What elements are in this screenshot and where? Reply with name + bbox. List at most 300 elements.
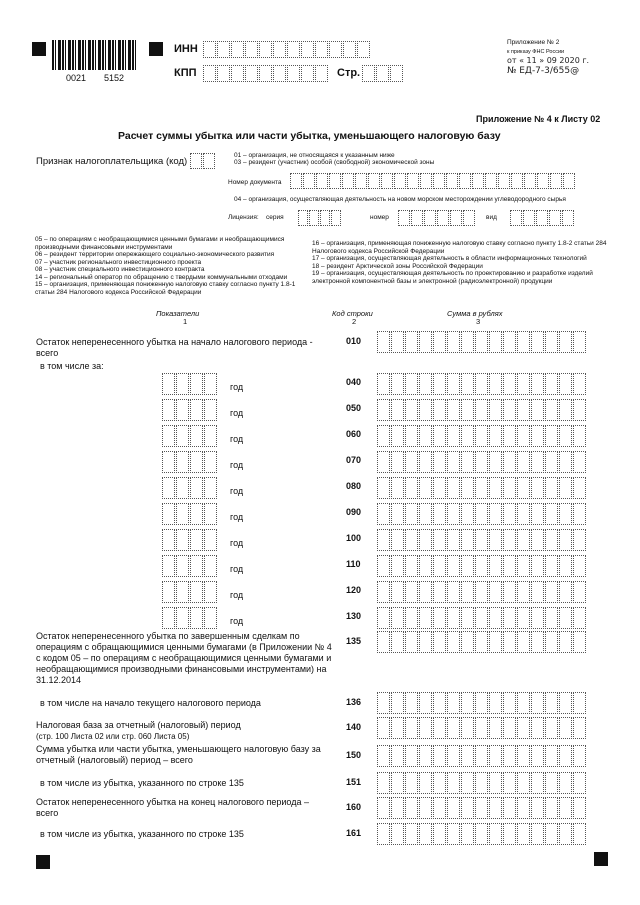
input-cell[interactable] [433,745,446,767]
input-cell[interactable] [331,210,341,226]
input-cell[interactable] [315,41,328,58]
input-cell[interactable] [419,607,432,629]
input-cell[interactable] [357,41,370,58]
input-cell[interactable] [549,210,561,226]
input-cell[interactable] [176,373,189,395]
input-cell[interactable] [391,772,404,794]
input-cell[interactable] [298,210,308,226]
input-cell[interactable] [162,451,175,473]
input-cell[interactable] [461,529,474,551]
input-cell[interactable] [190,451,203,473]
input-cell[interactable] [405,823,418,845]
input-cell[interactable] [475,745,488,767]
input-cell[interactable] [377,373,390,395]
input-cell[interactable] [419,529,432,551]
input-cell[interactable] [503,797,516,819]
input-cell[interactable] [573,797,586,819]
input-cell[interactable] [273,41,286,58]
input-cell[interactable] [391,503,404,525]
input-cell[interactable] [545,631,558,653]
input-cell[interactable] [503,772,516,794]
input-cell[interactable] [231,65,244,82]
input-cell[interactable] [405,797,418,819]
input-cell[interactable] [503,451,516,473]
input-cell[interactable] [176,477,189,499]
input-cell[interactable] [377,717,390,739]
input-cell[interactable] [377,477,390,499]
input-cell[interactable] [517,772,530,794]
input-cell[interactable] [176,607,189,629]
year-row-amount-field[interactable] [377,425,587,447]
input-cell[interactable] [503,331,516,353]
input-cell[interactable] [391,373,404,395]
input-cell[interactable] [424,210,436,226]
input-cell[interactable] [447,529,460,551]
input-cell[interactable] [545,399,558,421]
input-cell[interactable] [559,331,572,353]
input-cell[interactable] [405,529,418,551]
input-cell[interactable] [391,797,404,819]
input-cell[interactable] [245,41,258,58]
input-cell[interactable] [419,425,432,447]
input-cell[interactable] [517,399,530,421]
input-cell[interactable] [329,173,341,189]
input-cell[interactable] [203,41,216,58]
input-cell[interactable] [391,823,404,845]
input-cell[interactable] [447,503,460,525]
input-cell[interactable] [475,373,488,395]
input-cell[interactable] [559,717,572,739]
input-cell[interactable] [447,692,460,714]
input-cell[interactable] [531,823,544,845]
input-cell[interactable] [433,823,446,845]
input-cell[interactable] [447,555,460,577]
row-135-amount-field[interactable] [377,631,587,653]
input-cell[interactable] [377,503,390,525]
input-cell[interactable] [391,529,404,551]
input-cell[interactable] [475,823,488,845]
input-cell[interactable] [377,399,390,421]
input-cell[interactable] [377,772,390,794]
input-cell[interactable] [287,41,300,58]
input-cell[interactable] [517,717,530,739]
input-cell[interactable] [503,607,516,629]
input-cell[interactable] [503,399,516,421]
input-cell[interactable] [433,399,446,421]
input-cell[interactable] [475,503,488,525]
input-cell[interactable] [573,823,586,845]
input-cell[interactable] [573,331,586,353]
input-cell[interactable] [419,331,432,353]
input-cell[interactable] [203,153,215,169]
input-cell[interactable] [316,173,328,189]
input-cell[interactable] [475,529,488,551]
input-cell[interactable] [433,797,446,819]
input-cell[interactable] [475,451,488,473]
input-cell[interactable] [259,65,272,82]
input-cell[interactable] [303,173,315,189]
input-cell[interactable] [475,607,488,629]
input-cell[interactable] [573,477,586,499]
taxpayer-code-field[interactable] [190,153,216,169]
input-cell[interactable] [391,692,404,714]
input-cell[interactable] [559,631,572,653]
input-cell[interactable] [503,373,516,395]
input-cell[interactable] [475,425,488,447]
license-number-field[interactable] [398,210,476,226]
input-cell[interactable] [377,823,390,845]
input-cell[interactable] [475,797,488,819]
input-cell[interactable] [562,210,574,226]
input-cell[interactable] [545,373,558,395]
input-cell[interactable] [391,331,404,353]
input-cell[interactable] [573,745,586,767]
input-cell[interactable] [503,503,516,525]
input-cell[interactable] [475,581,488,603]
input-cell[interactable] [419,451,432,473]
input-cell[interactable] [405,631,418,653]
input-cell[interactable] [531,631,544,653]
input-cell[interactable] [190,399,203,421]
input-cell[interactable] [559,772,572,794]
input-cell[interactable] [190,607,203,629]
input-cell[interactable] [503,581,516,603]
input-cell[interactable] [405,717,418,739]
year-field[interactable] [162,451,218,473]
document-number-field[interactable] [290,173,576,189]
input-cell[interactable] [517,581,530,603]
input-cell[interactable] [489,451,502,473]
input-cell[interactable] [217,65,230,82]
input-cell[interactable] [461,555,474,577]
input-cell[interactable] [190,373,203,395]
input-cell[interactable] [531,425,544,447]
input-cell[interactable] [489,373,502,395]
input-cell[interactable] [531,797,544,819]
input-cell[interactable] [489,745,502,767]
input-cell[interactable] [162,425,175,447]
input-cell[interactable] [503,555,516,577]
input-cell[interactable] [391,581,404,603]
input-cell[interactable] [475,331,488,353]
input-cell[interactable] [204,425,217,447]
input-cell[interactable] [489,631,502,653]
input-cell[interactable] [176,451,189,473]
input-cell[interactable] [405,425,418,447]
input-cell[interactable] [377,331,390,353]
input-cell[interactable] [162,399,175,421]
input-cell[interactable] [411,210,423,226]
input-cell[interactable] [162,373,175,395]
input-cell[interactable] [461,692,474,714]
row-160-amount-field[interactable] [377,797,587,819]
input-cell[interactable] [517,555,530,577]
input-cell[interactable] [447,823,460,845]
input-cell[interactable] [377,425,390,447]
input-cell[interactable] [503,745,516,767]
input-cell[interactable] [204,607,217,629]
input-cell[interactable] [559,797,572,819]
input-cell[interactable] [447,425,460,447]
input-cell[interactable] [433,529,446,551]
input-cell[interactable] [461,823,474,845]
input-cell[interactable] [394,173,406,189]
input-cell[interactable] [517,823,530,845]
input-cell[interactable] [405,581,418,603]
input-cell[interactable] [536,210,548,226]
year-row-amount-field[interactable] [377,581,587,603]
input-cell[interactable] [433,373,446,395]
input-cell[interactable] [217,41,230,58]
input-cell[interactable] [503,477,516,499]
input-cell[interactable] [550,173,562,189]
input-cell[interactable] [545,555,558,577]
input-cell[interactable] [343,41,356,58]
input-cell[interactable] [190,555,203,577]
input-cell[interactable] [433,717,446,739]
input-cell[interactable] [204,555,217,577]
page-number-field[interactable] [362,65,404,82]
input-cell[interactable] [545,692,558,714]
input-cell[interactable] [559,529,572,551]
input-cell[interactable] [204,581,217,603]
input-cell[interactable] [489,331,502,353]
input-cell[interactable] [405,373,418,395]
input-cell[interactable] [162,555,175,577]
input-cell[interactable] [545,425,558,447]
input-cell[interactable] [461,399,474,421]
input-cell[interactable] [190,477,203,499]
input-cell[interactable] [419,717,432,739]
input-cell[interactable] [475,631,488,653]
row-140-amount-field[interactable] [377,717,587,739]
year-row-amount-field[interactable] [377,399,587,421]
year-row-amount-field[interactable] [377,607,587,629]
year-row-amount-field[interactable] [377,373,587,395]
input-cell[interactable] [405,555,418,577]
input-cell[interactable] [362,65,375,82]
input-cell[interactable] [461,717,474,739]
input-cell[interactable] [190,581,203,603]
input-cell[interactable] [176,529,189,551]
input-cell[interactable] [391,607,404,629]
input-cell[interactable] [176,503,189,525]
input-cell[interactable] [573,529,586,551]
input-cell[interactable] [433,772,446,794]
input-cell[interactable] [419,373,432,395]
input-cell[interactable] [517,503,530,525]
input-cell[interactable] [545,772,558,794]
input-cell[interactable] [405,399,418,421]
input-cell[interactable] [531,451,544,473]
input-cell[interactable] [204,477,217,499]
input-cell[interactable] [559,745,572,767]
input-cell[interactable] [517,797,530,819]
input-cell[interactable] [489,477,502,499]
input-cell[interactable] [405,451,418,473]
input-cell[interactable] [162,607,175,629]
input-cell[interactable] [573,607,586,629]
input-cell[interactable] [162,529,175,551]
input-cell[interactable] [559,451,572,473]
year-field[interactable] [162,581,218,603]
input-cell[interactable] [559,555,572,577]
input-cell[interactable] [447,745,460,767]
input-cell[interactable] [545,607,558,629]
input-cell[interactable] [405,477,418,499]
input-cell[interactable] [377,581,390,603]
year-row-amount-field[interactable] [377,503,587,525]
input-cell[interactable] [301,41,314,58]
input-cell[interactable] [489,797,502,819]
input-cell[interactable] [573,373,586,395]
input-cell[interactable] [447,331,460,353]
input-cell[interactable] [405,745,418,767]
input-cell[interactable] [537,173,549,189]
input-cell[interactable] [475,477,488,499]
year-row-amount-field[interactable] [377,555,587,577]
input-cell[interactable] [419,692,432,714]
input-cell[interactable] [398,210,410,226]
input-cell[interactable] [391,631,404,653]
input-cell[interactable] [461,425,474,447]
input-cell[interactable] [433,581,446,603]
input-cell[interactable] [176,399,189,421]
input-cell[interactable] [162,477,175,499]
input-cell[interactable] [450,210,462,226]
input-cell[interactable] [433,503,446,525]
input-cell[interactable] [531,529,544,551]
input-cell[interactable] [320,210,330,226]
input-cell[interactable] [511,173,523,189]
input-cell[interactable] [559,581,572,603]
input-cell[interactable] [523,210,535,226]
input-cell[interactable] [447,797,460,819]
input-cell[interactable] [463,210,475,226]
input-cell[interactable] [376,65,389,82]
input-cell[interactable] [489,503,502,525]
input-cell[interactable] [563,173,575,189]
year-field[interactable] [162,555,218,577]
input-cell[interactable] [245,65,258,82]
input-cell[interactable] [545,477,558,499]
input-cell[interactable] [517,529,530,551]
input-cell[interactable] [545,717,558,739]
input-cell[interactable] [204,399,217,421]
year-field[interactable] [162,607,218,629]
input-cell[interactable] [377,692,390,714]
input-cell[interactable] [204,451,217,473]
row-136-amount-field[interactable] [377,692,587,714]
input-cell[interactable] [390,65,403,82]
input-cell[interactable] [176,425,189,447]
input-cell[interactable] [419,745,432,767]
input-cell[interactable] [559,692,572,714]
year-field[interactable] [162,373,218,395]
input-cell[interactable] [489,607,502,629]
input-cell[interactable] [420,173,432,189]
input-cell[interactable] [407,173,419,189]
input-cell[interactable] [391,745,404,767]
year-row-amount-field[interactable] [377,477,587,499]
input-cell[interactable] [531,373,544,395]
input-cell[interactable] [377,745,390,767]
input-cell[interactable] [545,529,558,551]
input-cell[interactable] [545,581,558,603]
row-151-amount-field[interactable] [377,772,587,794]
input-cell[interactable] [485,173,497,189]
input-cell[interactable] [503,823,516,845]
input-cell[interactable] [573,631,586,653]
input-cell[interactable] [162,503,175,525]
input-cell[interactable] [391,451,404,473]
input-cell[interactable] [461,477,474,499]
input-cell[interactable] [391,717,404,739]
input-cell[interactable] [447,772,460,794]
input-cell[interactable] [391,477,404,499]
input-cell[interactable] [381,173,393,189]
input-cell[interactable] [545,331,558,353]
input-cell[interactable] [329,41,342,58]
input-cell[interactable] [461,503,474,525]
input-cell[interactable] [517,607,530,629]
input-cell[interactable] [419,797,432,819]
input-cell[interactable] [204,503,217,525]
input-cell[interactable] [498,173,510,189]
input-cell[interactable] [176,555,189,577]
input-cell[interactable] [309,210,319,226]
input-cell[interactable] [531,692,544,714]
input-cell[interactable] [489,772,502,794]
input-cell[interactable] [447,451,460,473]
input-cell[interactable] [489,823,502,845]
input-cell[interactable] [531,607,544,629]
input-cell[interactable] [446,173,458,189]
year-field[interactable] [162,477,218,499]
input-cell[interactable] [559,823,572,845]
input-cell[interactable] [433,331,446,353]
input-cell[interactable] [162,581,175,603]
input-cell[interactable] [447,399,460,421]
input-cell[interactable] [377,555,390,577]
input-cell[interactable] [377,797,390,819]
input-cell[interactable] [475,399,488,421]
kpp-field[interactable] [203,65,329,82]
input-cell[interactable] [461,631,474,653]
input-cell[interactable] [419,631,432,653]
input-cell[interactable] [433,173,445,189]
input-cell[interactable] [377,529,390,551]
input-cell[interactable] [433,451,446,473]
input-cell[interactable] [447,373,460,395]
year-row-amount-field[interactable] [377,451,587,473]
input-cell[interactable] [531,331,544,353]
input-cell[interactable] [368,173,380,189]
input-cell[interactable] [475,692,488,714]
input-cell[interactable] [573,692,586,714]
input-cell[interactable] [405,503,418,525]
input-cell[interactable] [461,331,474,353]
input-cell[interactable] [447,477,460,499]
input-cell[interactable] [573,555,586,577]
input-cell[interactable] [287,65,300,82]
input-cell[interactable] [204,529,217,551]
input-cell[interactable] [433,425,446,447]
year-row-amount-field[interactable] [377,529,587,551]
input-cell[interactable] [377,451,390,473]
input-cell[interactable] [573,772,586,794]
input-cell[interactable] [437,210,449,226]
